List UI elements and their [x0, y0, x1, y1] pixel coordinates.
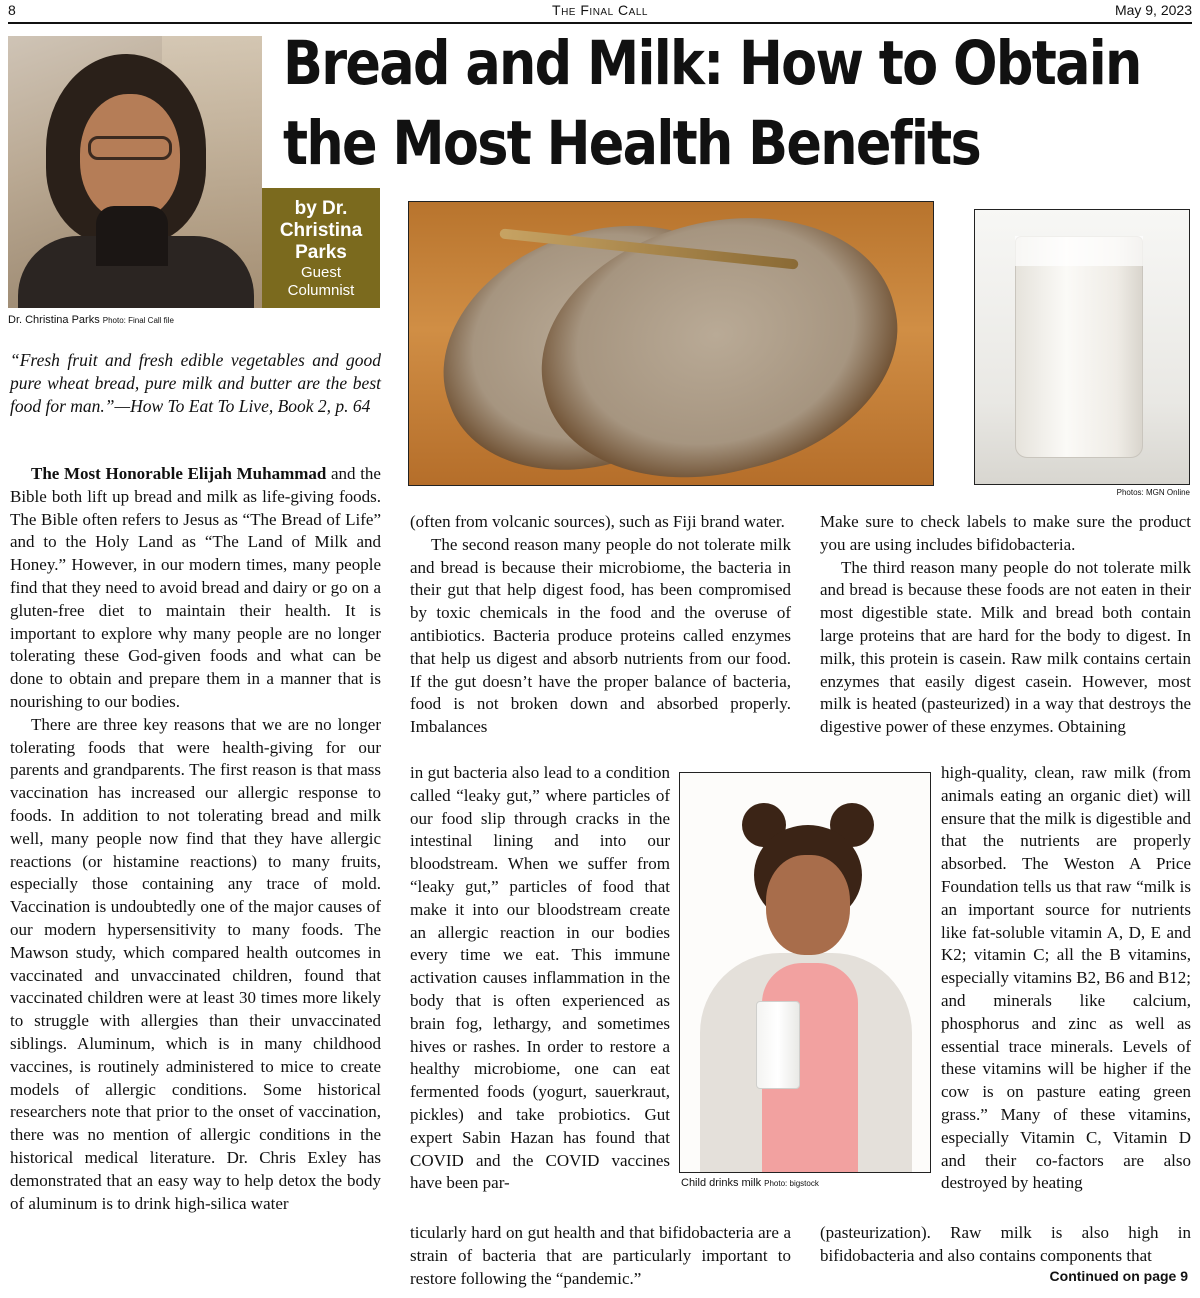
byline-role-1: Guest — [300, 264, 342, 281]
paragraph: (pasteurization). Raw milk is also high in bifidobacteria and also contains components that — [820, 1223, 1191, 1265]
child-caption-text: Child drinks milk — [681, 1177, 762, 1189]
author-caption-text: Dr. Christina Parks — [8, 314, 100, 326]
page-header — [8, 2, 1192, 22]
column-3-bottom — [820, 1222, 1191, 1268]
author-photo — [8, 36, 262, 308]
milk-glass-photo — [974, 209, 1190, 485]
author-photo-credit: Photo: Final Call file — [102, 316, 174, 325]
column-2-bottom — [410, 1222, 791, 1290]
lead-paragraph-text: and the Bible both lift up bread and milk as life-giving foods. The Bible often refers to Jesus as “The Bread of Life” and to the Holy Land as “The Land of Milk and Honey.” However, in our modern times, many people find that they need to avoid bread and dairy or go on a gluten-free diet to maintain their health. It is important to explore why many people are no longer tolerating these God-given foods and what can be done to obtain and prepare them in a manner that is nourishing to our bodies. — [10, 464, 381, 711]
paragraph: ticularly hard on gut health and that bifidobacteria are a strain of bacteria that are particularly important to restore following the “pandemic.” — [410, 1223, 791, 1288]
child-photo-credit: Photo: bigstock — [764, 1179, 819, 1188]
byline-name-1: by Dr. — [294, 198, 348, 219]
paragraph: The second reason many people do not tolerate milk and bread is because their microbiome, the bacteria in their gut that help digest food, has been compromised by toxic chemicals in the food and the overuse of antibiotics. Bacteria produce proteins called enzymes that help us digest and absorb nutrients from our food. If the gut doesn’t have the proper balance of bacteria, food is not broken down and absorbed properly. Imbalances — [410, 534, 791, 737]
issue-date: May 9, 2023 — [1114, 2, 1192, 18]
publication-name: The Final Call — [552, 2, 648, 18]
lead-in: The Most Honorable Elijah Muhammad — [31, 464, 327, 483]
page-number: 8 — [8, 2, 16, 18]
column-2-middle — [410, 762, 670, 1195]
paragraph: There are three key reasons that we are no longer tolerating foods that were health-giving for our parents and grandparents. The first reason is that mass vaccination has increased our allergic response to foods. In addition to not tolerating bread and milk well, many people now find that they have allergic reactions (or histamine reactions) to many fruits, especially those containing any trace of mold. Vaccination is undoubtedly one of the major causes of our modern hypersensitivity to many foods. The Mawson study, which compared health outcomes in vaccinated and unvaccinated children, found that vaccinated children were at least 30 times more likely to struggle with allergies than their unvaccinated siblings. Aluminum, which is in many childhood vaccines, is routinely administered to mice to create models of allergic conditions. Some historical researchers note that prior to the onset of vaccination, there was no mention of allergic conditions in the historical medical literature. Dr. Chris Exley has demonstrated that an easy way to help detox the body of aluminum is to drink high-silica water — [10, 714, 381, 1213]
child-caption — [681, 1177, 819, 1189]
paragraph: high-quality, clean, raw milk (from animals eating an organic diet) will ensure that the milk is digestible and that the nutrients are properly absorbed. The Weston A Price Foundation tells us that raw “milk is an important source for nutrients like fat-soluble vitamin A, D, E and K2; vitamin C; all the B vitamins, especially vitamins B2, B6 and B12; and minerals like calcium, phosphorus and zinc as well as essential trace minerals. Levels of these vitamins will be higher if the cow is on pasture eating green grass.” Many of these vitamins, especially Vitamin C, Vitamin D and their co-factors are also destroyed by heating — [941, 763, 1191, 1193]
article-headline — [283, 24, 1141, 184]
paragraph: in gut bacteria also lead to a condition called “leaky gut,” where particles of our food slip through cracks in the intestinal lining and into our bloodstream. When we suffer from “leaky gut,” particles of food that make it into our bloodstream create an allergic reaction in our bodies every time we eat. This immune activation causes inflammation in the body that is often experienced as brain fog, lethargy, and sometimes hives or rashes. In order to restore a healthy microbiome, one can eat fermented foods (yogurt, sauerkraut, pickles) and take probiotics. Gut expert Sabin Hazan has found that COVID and the COVID vaccines have been par- — [410, 763, 670, 1193]
byline-name-2: Christina — [279, 220, 363, 241]
column-2-top — [410, 511, 791, 739]
bread-photo — [408, 201, 934, 486]
paragraph: (often from volcanic sources), such as Fiji brand water. — [410, 512, 785, 531]
author-caption — [8, 314, 174, 326]
paragraph — [10, 463, 381, 714]
column-3-middle — [941, 762, 1191, 1195]
headline-line-2: the Most Health Benefits — [283, 108, 980, 179]
food-photo-credit: Photos: MGN Online — [1116, 488, 1190, 497]
column-3-top — [820, 511, 1191, 739]
byline-box — [262, 188, 380, 308]
byline-role-2: Columnist — [287, 282, 355, 299]
child-drinking-milk-photo — [679, 772, 931, 1173]
paragraph: The third reason many people do not tolerate milk and bread is because these foods are not eaten in their most digestible state. Milk and bread both contain large proteins that are hard for the body to digest. In milk, this protein is casein. Raw milk contains certain enzymes that easily digest casein. However, most milk is heated (pasteurized) in a way that destroys the digestive power of these enzymes. Obtaining — [820, 557, 1191, 737]
opening-quote: “Fresh fruit and fresh edible vegetables and good pure wheat bread, pure milk and butter are the best food for man.”—How To Eat To Live, Book 2, p. 64 — [10, 350, 381, 416]
column-1 — [10, 463, 381, 1215]
byline-name-3: Parks — [295, 242, 347, 263]
continued-on-page: Continued on page 9 — [1049, 1268, 1188, 1284]
headline-line-1: Bread and Milk: How to Obtain — [283, 28, 1141, 99]
paragraph: Make sure to check labels to make sure the product you are using includes bifidobacteria. — [820, 512, 1191, 554]
